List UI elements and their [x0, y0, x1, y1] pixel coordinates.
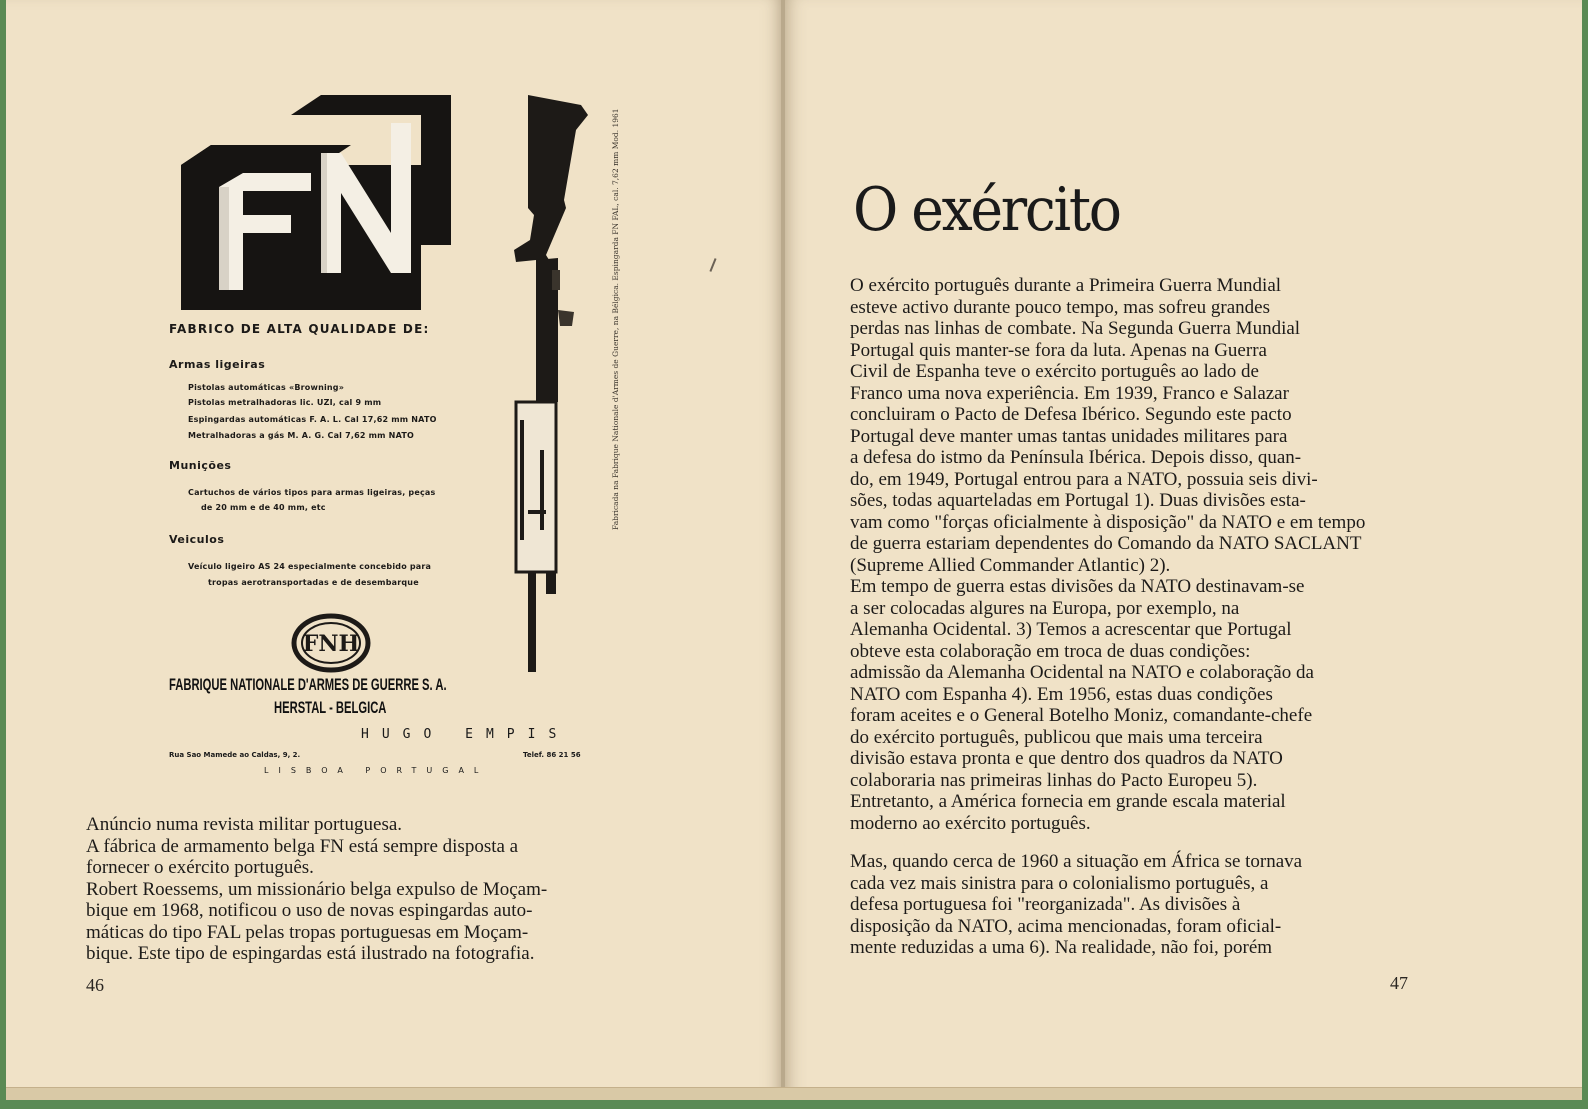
text-line: Portugal quis manter-se fora da luta. Apenas na Guerra	[850, 339, 1267, 361]
book-spread	[6, 0, 1582, 1099]
ad-line: Espingardas automáticas F. A. L. Cal 17,62 mm NATO	[188, 415, 437, 424]
caption-line: bique em 1968, notificou o uso de novas espingardas auto-	[86, 900, 533, 921]
left-page	[6, 0, 783, 1099]
body-paragraph-1	[850, 275, 1365, 834]
ad-category-weapons: Armas ligeiras	[169, 358, 266, 371]
text-line: divisão estava pronta e que dentro dos quadros da NATO	[850, 748, 1283, 769]
text-line: esteve activo durante pouco tempo, mas sofreu grandes	[850, 296, 1270, 318]
ad-category-ammunition: Munições	[169, 459, 232, 472]
text-line: Alemanha Ocidental. 3) Temos a acrescentar que Portugal	[850, 619, 1292, 640]
text-line: vam como "forças oficialmente à disposição" da NATO e em tempo	[850, 511, 1366, 533]
caption-line: bique. Este tipo de espingardas está ilustrado na fotografia.	[86, 943, 535, 964]
text-line: NATO com Espanha 4). Em 1956, estas duas condições	[850, 683, 1273, 705]
text-line: Franco uma nova experiência. Em 1939, Franco e Salazar	[850, 382, 1289, 404]
text-line: de guerra estariam dependentes do Comando da NATO SACLANT	[850, 533, 1362, 554]
text-line: cada vez mais sinistra para o colonialismo português, a	[850, 872, 1269, 894]
text-line: do exército português, publicou que mais uma terceira	[850, 726, 1263, 748]
text-line: Entretanto, a América fornecia em grande escala material	[850, 791, 1286, 812]
text-line: obteve esta colaboração em troca de duas condições:	[850, 640, 1251, 662]
text-line: defesa portuguesa foi "reorganizada". As divisões à	[850, 894, 1241, 915]
fn-logo-icon	[181, 95, 451, 310]
page-bottom-edge	[6, 1087, 1582, 1100]
text-line: foram aceites e o General Botelho Moniz, comandante-chefe	[850, 705, 1313, 726]
text-line: disposição da NATO, acima mencionadas, foram oficial-	[850, 915, 1282, 937]
text-line: Civil de Espanha teve o exército português ao lado de	[850, 361, 1259, 382]
text-line: a ser colocadas algures na Europa, por exemplo, na	[850, 597, 1240, 619]
pen-mark	[709, 258, 716, 272]
ad-line: de 20 mm e de 40 mm, etc	[201, 503, 326, 512]
company-name: FABRIQUE NATIONALE D'ARMES DE GUERRE S. A.	[169, 675, 447, 694]
text-line: do, em 1949, Portugal entrou para a NATO, possuia seis divi-	[850, 468, 1318, 490]
ad-line: Veículo ligeiro AS 24 especialmente concebido para	[188, 562, 432, 571]
fn-emblem-icon	[291, 613, 371, 673]
dealer-phone: Telef. 86 21 56	[523, 751, 581, 759]
text-line: admissão da Alemanha Ocidental na NATO e colaboração da	[850, 662, 1314, 683]
page-title: O exército	[853, 175, 1120, 245]
caption-line: A fábrica de armamento belga FN está sempre disposta a	[86, 835, 519, 857]
rifle-vertical-caption: Fabricada na Fabrique Nationale d'Armes de Guerre, na Bélgica. Espingarda FN FAL, cal. 7,62 mm Mod. 1961	[611, 108, 620, 530]
dealer-address: Rua Sao Mamede ao Caldas, 9, 2.	[169, 751, 301, 759]
text-line: Portugal deve manter umas tantas unidades militares para	[850, 425, 1288, 447]
ad-category-vehicles: Veiculos	[169, 533, 225, 546]
text-line: moderno ao exército português.	[850, 812, 1091, 834]
page-number-right: 47	[1390, 973, 1408, 993]
text-line: perdas nas linhas de combate. Na Segunda Guerra Mundial	[850, 318, 1301, 339]
emblem-text: FNH	[302, 631, 360, 657]
page-number-left: 46	[86, 975, 104, 995]
caption-line: Anúncio numa revista militar portuguesa.	[86, 814, 403, 835]
text-line: sões, todas aquarteladas em Portugal 1). Duas divisões esta-	[850, 490, 1306, 511]
text-line: Em tempo de guerra estas divisões da NATO destinavam-se	[850, 576, 1305, 597]
text-line: Mas, quando cerca de 1960 a situação em África se tornava	[850, 851, 1303, 872]
ad-caption	[86, 814, 547, 965]
text-line: (Supreme Allied Commander Atlantic) 2).	[850, 554, 1171, 576]
caption-line: fornecer o exército português.	[86, 857, 314, 878]
text-line: colaboraria nas primeiras linhas do Pacto Europeu 5).	[850, 769, 1258, 791]
caption-line: Robert Roessems, um missionário belga expulso de Moçam-	[86, 878, 548, 900]
company-location: HERSTAL - BELGICA	[274, 698, 387, 717]
text-line: concluiram o Pacto de Defesa Ibérico. Segundo este pacto	[850, 404, 1292, 425]
ad-line: Pistolas automáticas «Browning»	[188, 383, 345, 392]
text-line: O exército português durante a Primeira Guerra Mundial	[850, 275, 1282, 296]
rifle-image-icon	[506, 90, 616, 680]
text-line: a defesa do istmo da Península Ibérica. Depois disso, quan-	[850, 447, 1302, 468]
dealer-name: HUGO EMPIS	[361, 727, 570, 742]
dealer-city: LISBOA PORTUGAL	[264, 766, 489, 775]
ad-line: Pistolas metralhadoras lic. UZI, cal 9 mm	[188, 398, 382, 407]
ad-line: tropas aerotransportadas e de desembarque	[208, 578, 419, 587]
fn-advertisement	[161, 85, 621, 785]
right-page	[785, 0, 1582, 1099]
caption-line: máticas do tipo FAL pelas tropas portuguesas em Moçam-	[86, 921, 529, 943]
text-line: mente reduzidas a uma 6). Na realidade, não foi, porém	[850, 937, 1273, 958]
ad-heading: FABRICO DE ALTA QUALIDADE DE:	[169, 322, 430, 336]
ad-line: Metralhadoras a gás M. A. G. Cal 7,62 mm NATO	[188, 431, 414, 440]
ad-line: Cartuchos de vários tipos para armas ligeiras, peças	[188, 488, 436, 497]
body-paragraph-2	[850, 851, 1302, 959]
